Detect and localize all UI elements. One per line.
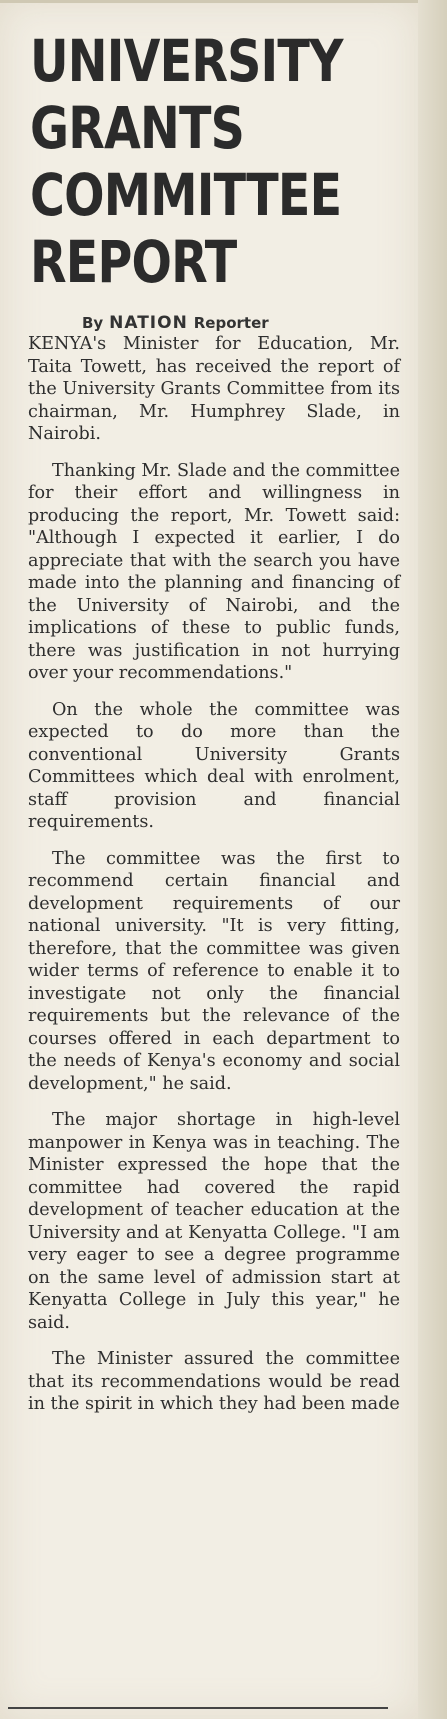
headline-line-1: UNIVERSITY xyxy=(30,27,343,95)
headline xyxy=(30,27,343,296)
byline xyxy=(82,313,269,333)
article-body xyxy=(28,333,400,1430)
paragraph-6: The Minister assured the committee that its recommendations would be read in the spirit in which they had been made xyxy=(28,1349,400,1414)
paragraph-1: KENYA's Minister for Education, Mr. Taita Towett, has received the report of the University Grants Committee from its chairman, Mr. Humphrey Slade, in Nairobi. xyxy=(28,334,400,444)
headline-line-2: GRANTS xyxy=(30,94,245,162)
byline-publication: NATION xyxy=(109,313,188,333)
byline-role: Reporter xyxy=(193,314,269,332)
paragraph-3: On the whole the committee was expected to do more than the conventional University Grants Committees which deal with enrolment, staff provision and financial requirements. xyxy=(28,699,400,832)
byline-by: By xyxy=(82,314,104,332)
paragraph-5: The major shortage in high-level manpower in Kenya was in teaching. The Minister expressed the hope that the committee had covered the rapid development of teacher education at the University and at Kenyatta College. "I am very eager to see a degree programme on the same level of admission start at Kenyatta College in July this year," he said. xyxy=(28,1110,400,1333)
paragraph-2: Thanking Mr. Slade and the committee for their effort and willingness in producing the report, Mr. Towett said: "Although I expected it earlier, I do appreciate that with the search you have made into the planning and financing of the University of Nairobi, and the implications of these to public funds, there was justification in not hurrying over your recommendations." xyxy=(28,460,400,683)
paper-background xyxy=(418,0,447,1719)
paragraph-4: The committee was the first to recommend certain financial and development requirements of our national university. "It is very fitting, therefore, that the committee was given wider terms of reference to enable it to investigate not only the financial requirements but the relevance of the courses offered in each department to the needs of Kenya's economy and social development," he said. xyxy=(28,848,400,1094)
headline-line-4: REPORT xyxy=(30,228,237,296)
bottom-rule xyxy=(8,1707,388,1709)
headline-line-3: COMMITTEE xyxy=(30,161,342,229)
top-edge xyxy=(0,0,418,3)
